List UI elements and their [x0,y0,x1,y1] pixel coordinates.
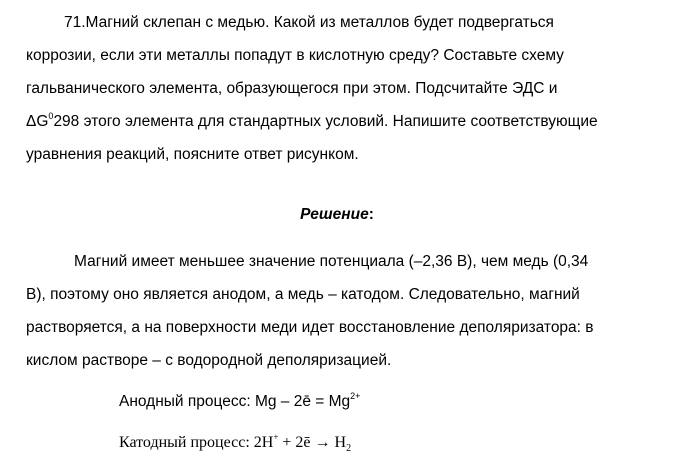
task-line-3: гальванического элемента, образующегося при этом. Подсчитайте ЭДС и [26,80,558,97]
cathode-equation [119,434,351,452]
reaction-arrow: → [314,434,331,451]
answer-line-1: Магний имеет меньшее значение потенциала (–2,36 В), чем медь (0,34 [74,253,589,270]
cathode-reactant-charge: + [273,432,279,442]
task-line-4-text: этого элемента для стандартных условий. Напишите соответствующие [83,113,598,130]
solution-heading-word: Решение [300,206,369,223]
solution-heading [0,202,674,228]
anode-label: Анодный процесс: [119,393,251,410]
answer-line-4: кислом растворе – с водородной деполяризацией. [26,352,392,369]
task-line-4 [26,105,651,138]
solution-heading-colon: : [368,206,374,223]
task-line-5: уравнения реакций, поясните ответ рисунком. [26,146,359,163]
answer-line-2: В), поэтому оно является анодом, а медь – катодом. Следовательно, магний [26,286,580,303]
cathode-reactant: 2H [253,434,274,451]
task-line-2: коррозии, если эти металлы попадут в кислотную среду? Составьте схему [26,47,564,64]
anode-charge: 2+ [350,391,361,401]
answer-paragraph [26,245,651,377]
anode-equation [119,393,360,411]
cathode-electrons: + 2ē [278,434,315,451]
gibbs-symbol: ΔG [26,113,49,130]
cathode-product-subscript: 2 [346,443,352,454]
cathode-label: Катодный процесс: [119,434,250,451]
gibbs-superscript: 0 [48,111,54,121]
gibbs-temperature: 298 [53,113,80,130]
answer-line-3: растворяется, а на поверхности меди идет восстановление деполяризатора: в [26,319,594,336]
task-paragraph [26,6,651,171]
task-line-1: 71.Магний склепан с медью. Какой из металлов будет подвергаться [64,14,554,31]
cathode-product: H [334,434,347,451]
anode-reaction: Mg – 2ē = Mg [254,393,351,410]
